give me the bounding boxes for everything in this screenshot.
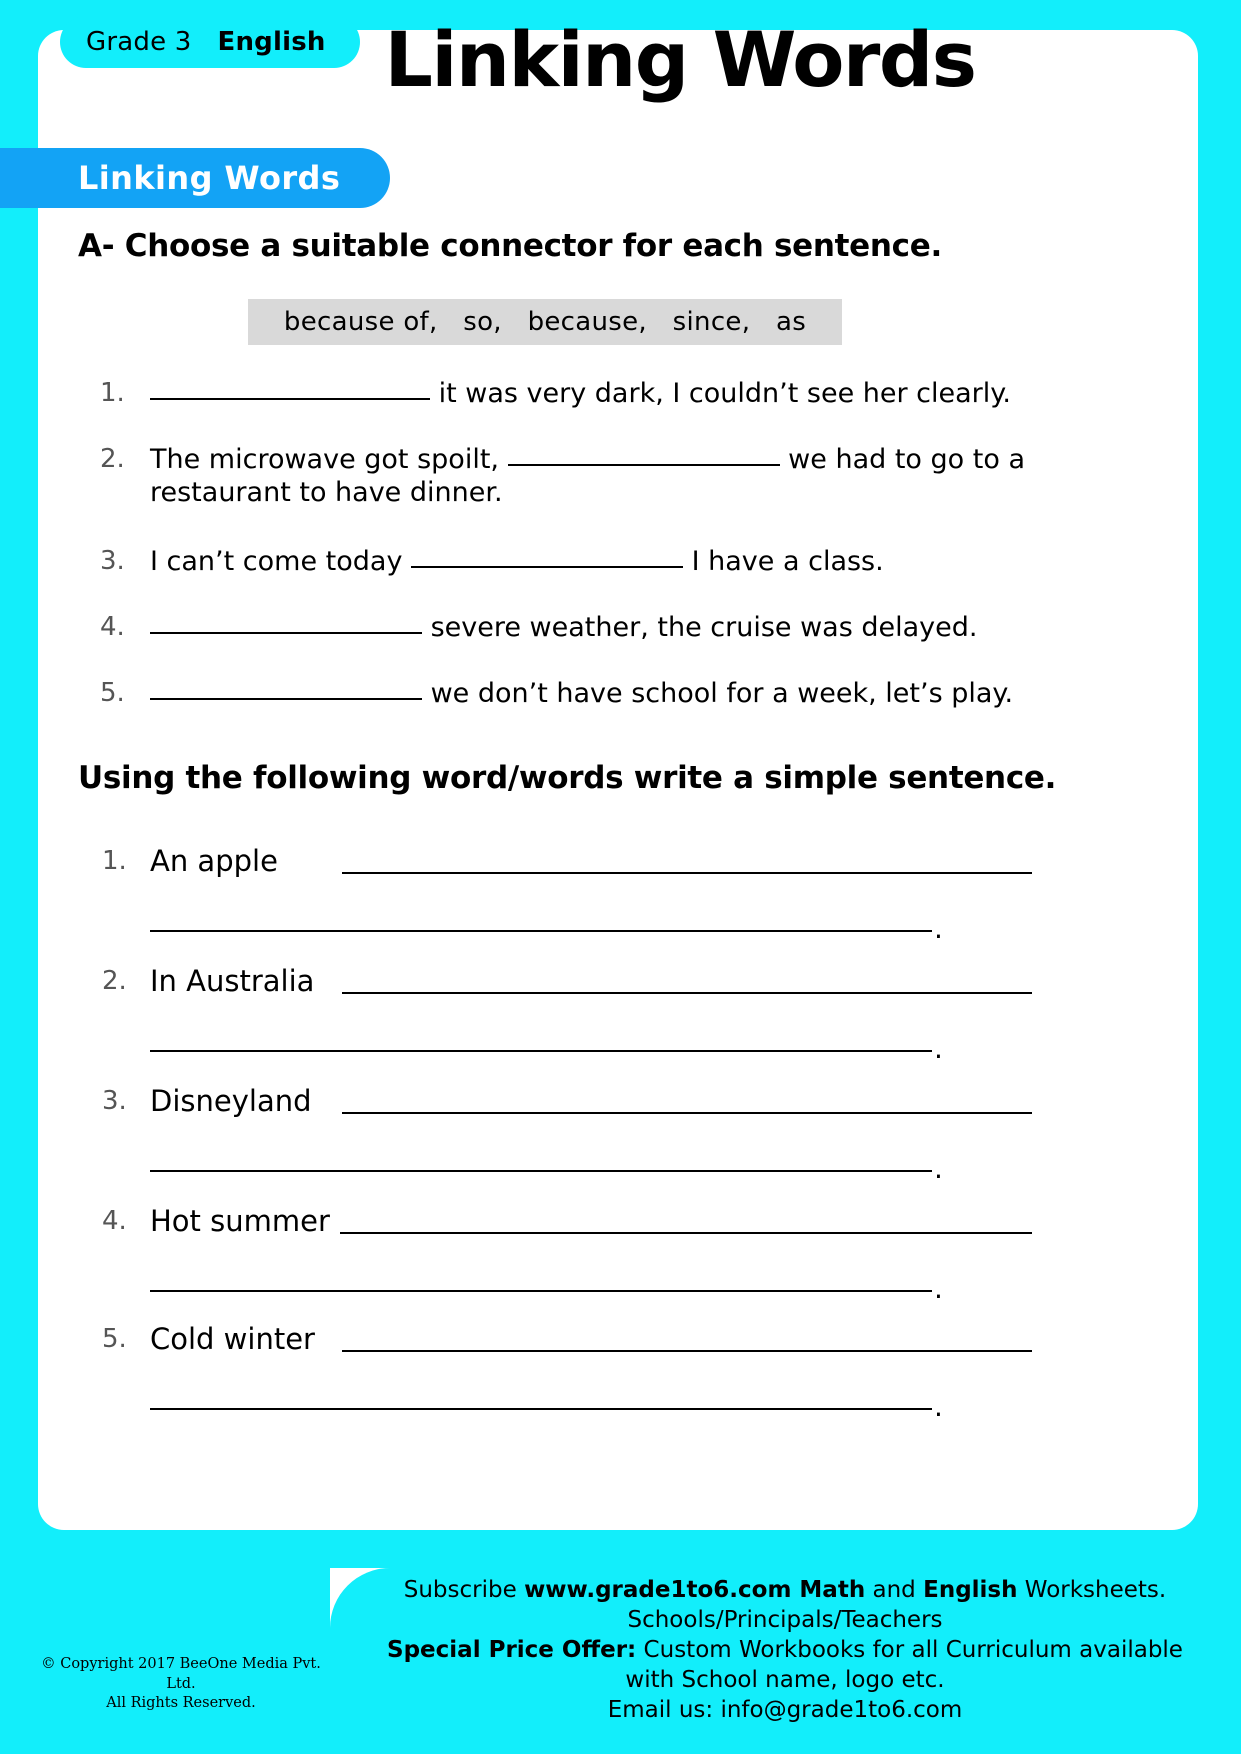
item-number: 5.: [102, 1324, 127, 1354]
answer-blank[interactable]: [150, 398, 430, 400]
copyright-line-2: All Rights Reserved.: [106, 1695, 256, 1712]
item-word: Hot summer: [150, 1204, 330, 1238]
question-text: [150, 444, 1100, 510]
answer-blank[interactable]: [508, 464, 780, 466]
answer-blank[interactable]: [150, 632, 422, 634]
answer-blank[interactable]: [150, 698, 422, 700]
answer-line[interactable]: [340, 1232, 1032, 1234]
end-mark: .: [934, 912, 943, 945]
footer-line-4: with School name, logo etc.: [625, 1666, 945, 1693]
footer-line-2: Schools/Principals/Teachers: [627, 1606, 943, 1633]
item-number: 2.: [102, 966, 127, 996]
answer-line[interactable]: [150, 1290, 932, 1292]
question-before: The microwave got spoilt,: [150, 444, 508, 475]
word-bank: [248, 299, 842, 345]
answer-line[interactable]: [342, 1350, 1032, 1352]
footer-line-1: [340, 1576, 1230, 1606]
special-offer-post: Custom Workbooks for all Curriculum available: [636, 1636, 1183, 1663]
answer-line[interactable]: [150, 1408, 932, 1410]
page-title: [360, 15, 1000, 104]
answer-line[interactable]: [342, 992, 1032, 994]
item-number: 4.: [102, 1206, 127, 1236]
footer-line-3: [340, 1636, 1230, 1666]
question-after: severe weather, the cruise was delayed.: [422, 612, 978, 643]
question-text: [150, 612, 1100, 645]
end-mark: .: [934, 1272, 943, 1305]
question-number: 3.: [100, 546, 125, 576]
item-number: 1.: [102, 846, 127, 876]
topic-tab: [0, 148, 390, 208]
end-mark: .: [934, 1152, 943, 1185]
question-row: [100, 612, 1100, 645]
question-after: we had to go to a restaurant to have dinner.: [150, 444, 1025, 508]
question-row: [100, 546, 1100, 579]
subscribe-pre: Subscribe: [403, 1577, 525, 1603]
footer-line-5[interactable]: Email us: info@grade1to6.com: [607, 1696, 963, 1723]
question-number: 2.: [100, 444, 125, 474]
answer-line[interactable]: [150, 930, 932, 932]
item-number: 3.: [102, 1086, 127, 1116]
question-text: [150, 546, 1100, 579]
end-mark: .: [934, 1032, 943, 1065]
section-a-instruction: A- Choose a suitable connector for each sentence.: [78, 228, 942, 264]
item-word: Disneyland: [150, 1084, 312, 1118]
item-word: An apple: [150, 844, 278, 878]
subject-label: English: [217, 27, 326, 57]
site-math-bold[interactable]: www.grade1to6.com Math: [524, 1577, 866, 1603]
answer-line[interactable]: [150, 1170, 932, 1172]
special-offer-bold: Special Price Offer:: [387, 1636, 637, 1663]
question-number: 4.: [100, 612, 125, 642]
question-text: [150, 378, 1100, 411]
answer-blank[interactable]: [411, 566, 683, 568]
question-number: 5.: [100, 678, 125, 708]
footer-promo-text: [340, 1576, 1230, 1725]
copyright-block: [36, 1655, 326, 1714]
question-before: I can’t come today: [150, 546, 412, 577]
subscribe-mid: and: [865, 1577, 924, 1603]
answer-line[interactable]: [342, 872, 1032, 874]
section-b-instruction: Using the following word/words write a simple sentence.: [78, 760, 1057, 796]
page-title-text: Linking Words: [384, 15, 976, 104]
end-mark: .: [934, 1390, 943, 1423]
question-number: 1.: [100, 378, 125, 408]
question-row: [100, 378, 1100, 411]
topic-tab-label: Linking Words: [78, 159, 341, 197]
question-row: [100, 444, 1100, 510]
question-after: we don’t have school for a week, let’s play.: [422, 678, 1014, 709]
question-after: it was very dark, I couldn’t see her clearly.: [430, 378, 1011, 409]
item-word: In Australia: [150, 964, 315, 998]
english-bold: English: [923, 1577, 1018, 1603]
question-row: [100, 678, 1100, 711]
grade-subject-pill: [60, 16, 360, 68]
answer-line[interactable]: [342, 1112, 1032, 1114]
word-bank-text: because of, so, because, since, as: [283, 307, 807, 337]
question-text: [150, 678, 1100, 711]
grade-label: Grade 3: [86, 27, 192, 57]
copyright-line-1: © Copyright 2017 BeeOne Media Pvt. Ltd.: [41, 1656, 321, 1692]
subscribe-post: Worksheets.: [1017, 1577, 1167, 1603]
answer-line[interactable]: [150, 1050, 932, 1052]
item-word: Cold winter: [150, 1322, 315, 1356]
question-after: I have a class.: [683, 546, 884, 577]
